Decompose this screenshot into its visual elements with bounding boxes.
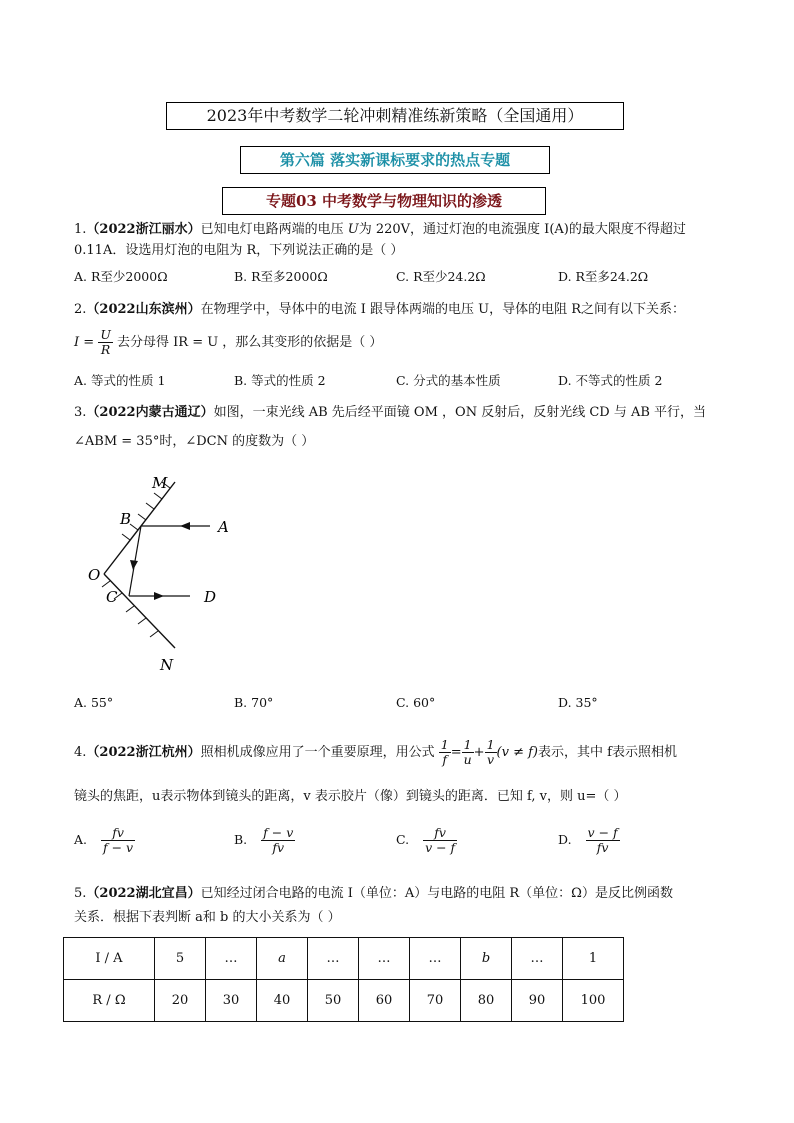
document-title: 2023年中考数学二轮冲刺精准练新策略（全国通用） <box>166 102 624 130</box>
label-b: B <box>120 510 132 528</box>
q1-option-d[interactable]: D. R至多24.2Ω <box>558 269 649 284</box>
q4-option-d[interactable]: D. $\frac{v - f}{fv}$ <box>558 825 618 855</box>
table-cell: 20 <box>155 980 206 1022</box>
q4-fraction-1u: $\frac{1}{u}$ <box>463 737 472 767</box>
table-cell: 80 <box>461 980 512 1022</box>
question-3-line-1: 3.（2022内蒙古通辽）如图，一束光线 AB 先后经平面镜 OM ，ON 反射后，反射光线 CD 与 AB 平行，当 <box>74 405 707 420</box>
current-resistance-table <box>63 937 624 1022</box>
q4-option-a[interactable]: A. $\frac{fv}{f - v}$ <box>74 825 134 855</box>
table-cell: 5 <box>155 938 206 980</box>
table-cell: … <box>512 938 563 980</box>
question-3-line-2: ∠ABM = 35°时，∠DCN 的度数为（ ） <box>74 434 315 449</box>
table-cell: 70 <box>410 980 461 1022</box>
question-4-line-1: 4.（2022浙江杭州）照相机成像应用了一个重要原理，用公式 $\frac{1}{f}$ = $\frac{1}{u}$ + $\frac{1}{v}$ (v ≠ f)表示，其中 f表示照相机 <box>74 737 677 767</box>
q2-option-b[interactable]: B. 等式的性质 2 <box>234 373 326 388</box>
label-o: O <box>88 566 101 584</box>
q2-option-d[interactable]: D. 不等式的性质 2 <box>558 373 663 388</box>
ray-ab-arrow <box>180 522 190 530</box>
table-cell: 30 <box>206 980 257 1022</box>
table-cell: 90 <box>512 980 563 1022</box>
question-2-line-2: I = $\frac{U}{R}$ 去分母得 IR = U ，那么其变形的依据是（ ） <box>74 327 383 357</box>
mirror-om <box>104 482 175 574</box>
q4-option-b[interactable]: B. $\frac{f - v}{fv}$ <box>234 825 294 855</box>
table-cell: 40 <box>257 980 308 1022</box>
q2-option-c[interactable]: C. 分式的基本性质 <box>396 373 501 388</box>
table-header-cell: I / A <box>64 938 155 980</box>
q4-fraction-1v: $\frac{1}{v}$ <box>486 737 495 767</box>
q1-option-a[interactable]: A. R至少2000Ω <box>74 269 168 284</box>
table-cell: 100 <box>563 980 624 1022</box>
table-cell: … <box>359 938 410 980</box>
label-d: D <box>204 588 217 606</box>
ray-cd-arrow <box>154 592 164 600</box>
label-c: C <box>106 588 118 606</box>
q3-option-d[interactable]: D. 35° <box>558 695 598 710</box>
question-1-line-1: 1.（2022浙江丽水）已知电灯电路两端的电压 U为 220V，通过灯泡的电流强度 I(A)的最大限度不得超过 <box>74 222 686 237</box>
label-a: A <box>218 518 229 536</box>
q3-option-c[interactable]: C. 60° <box>396 695 436 710</box>
table-cell: 1 <box>563 938 624 980</box>
q3-option-a[interactable]: A. 55° <box>74 695 114 710</box>
q2-fraction: $\frac{U}{R}$ <box>100 327 111 357</box>
question-1-line-2: 0.11A．设选用灯泡的电阻为 R，下列说法正确的是（ ） <box>74 243 404 258</box>
table-cell: … <box>410 938 461 980</box>
table-cell: … <box>308 938 359 980</box>
mirror-on <box>104 574 175 648</box>
label-n: N <box>160 656 174 674</box>
table-cell: a <box>257 938 308 980</box>
question-5-line-2: 关系．根据下表判断 a和 b 的大小关系为（ ） <box>74 910 341 925</box>
question-5-line-1: 5.（2022湖北宜昌）已知经过闭合电路的电流 I（单位：A）与电路的电阻 R（单位：Ω）是反比例函数 <box>74 886 673 901</box>
table-cell: 50 <box>308 980 359 1022</box>
q2-option-a[interactable]: A. 等式的性质 1 <box>74 373 166 388</box>
q4-fraction-1f: $\frac{1}{f}$ <box>440 737 449 767</box>
table-header-cell: R / Ω <box>64 980 155 1022</box>
q3-option-b[interactable]: B. 70° <box>234 695 274 710</box>
table-row <box>64 938 624 980</box>
q1-option-c[interactable]: C. R至少24.2Ω <box>396 269 486 284</box>
q1-option-b[interactable]: B. R至多2000Ω <box>234 269 328 284</box>
mirror-reflection-diagram <box>80 468 250 678</box>
table-cell: … <box>206 938 257 980</box>
topic-title: 专题03 中考数学与物理知识的渗透 <box>222 187 546 215</box>
table-cell: b <box>461 938 512 980</box>
table-cell: 60 <box>359 980 410 1022</box>
table-row <box>64 980 624 1022</box>
question-4-line-2: 镜头的焦距，u表示物体到镜头的距离，v 表示胶片（像）到镜头的距离．已知 f, v，则 u=（ ） <box>74 789 627 804</box>
label-m: M <box>152 474 168 492</box>
q4-option-c[interactable]: C. $\frac{fv}{v - f}$ <box>396 825 456 855</box>
question-2-line-1: 2.（2022山东滨州）在物理学中，导体中的电流 I 跟导体两端的电压 U，导体的电阻 R之间有以下关系： <box>74 302 686 317</box>
section-title: 第六篇 落实新课标要求的热点专题 <box>240 146 550 174</box>
